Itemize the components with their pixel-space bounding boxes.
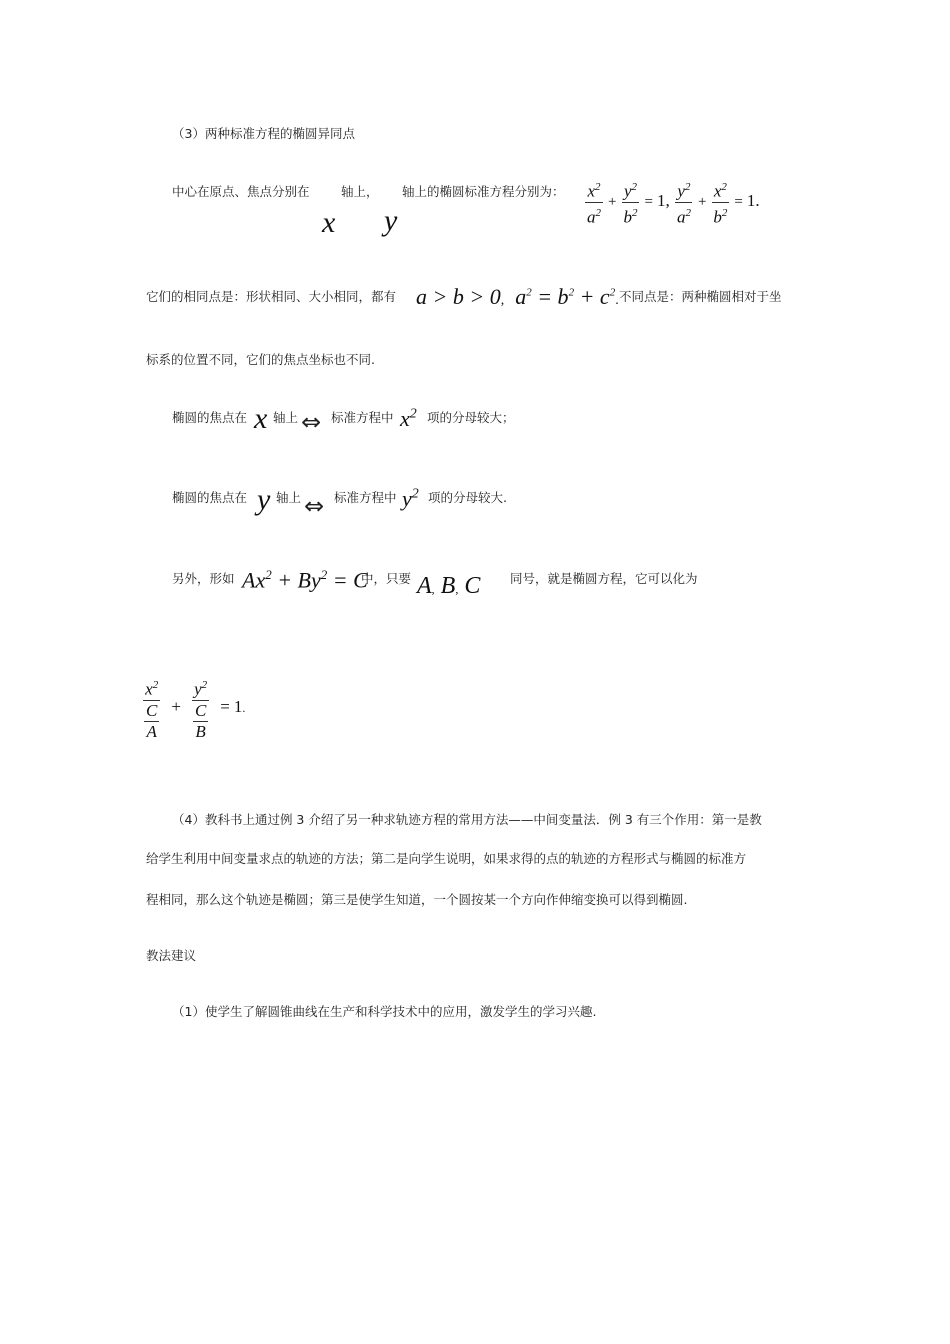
y-squared-term: $y^2$: [402, 486, 419, 511]
center-origin-text: 中心在原点、焦点分别在: [172, 184, 310, 199]
similarity-formula: a > b > 0, $a^2 = b^2 + c^2$.: [416, 284, 619, 309]
standard-equations-formula: $\frac{x^2}{a^2}$ + $\frac{y^2}{b^2}$ = 1, $\frac{y^2}{a^2}$ + $\frac{x^2}{b^2}$ = 1.: [584, 178, 760, 226]
coefficients-abc: A, B, C: [417, 573, 481, 599]
difference-text-cont: 标系的位置不同，它们的焦点坐标也不同.: [146, 352, 375, 367]
section-4-line-3: 程相同，那么这个轨迹是椭圆；第三是使学生知道，一个圆按某一个方向作伸缩变换可以得到椭圆.: [146, 892, 688, 907]
axis-equation-text: 轴上的椭圆标准方程分别为：: [402, 184, 565, 199]
iff-arrow-icon-2: ⇔: [304, 492, 325, 520]
general-form-formula: $Ax^2 + By^2 = C$: [242, 567, 368, 593]
focus-y-text-d: 项的分母较大.: [428, 490, 507, 505]
iff-arrow-icon: ⇔: [301, 408, 322, 436]
math-var-x-2: x: [254, 402, 268, 435]
general-form-text-c: 同号，就是椭圆方程，它可以化为: [510, 571, 698, 586]
focus-y-text-b: 轴上: [276, 490, 302, 505]
focus-x-text-a: 椭圆的焦点在: [172, 410, 248, 425]
math-var-y-2: y: [257, 483, 271, 516]
general-form-text-a: 另外，形如: [172, 571, 235, 586]
general-form-text-b: 中，只要: [361, 571, 412, 586]
difference-text: 不同点是：两种椭圆相对于坐: [619, 289, 782, 304]
section-3-heading: （3）两种标准方程的椭圆异同点: [172, 126, 355, 141]
math-var-y: y: [384, 204, 398, 237]
math-var-x: x: [322, 206, 336, 239]
transformed-formula: $\frac{x^2}{\frac{C}{A}}$ + $\frac{y^2}{\frac{C}{B}}$ = 1.: [140, 676, 245, 741]
focus-y-text-a: 椭圆的焦点在: [172, 490, 248, 505]
similarity-text: 它们的相同点是：形状相同、大小相同，都有: [146, 289, 397, 304]
x-squared-term: $x^2$: [400, 406, 417, 431]
suggestion-1: （1）使学生了解圆锥曲线在生产和科学技术中的应用，激发学生的学习兴趣.: [172, 1004, 597, 1019]
focus-x-text-d: 项的分母较大；: [427, 410, 515, 425]
focus-x-text-c: 标准方程中: [331, 410, 394, 425]
section-4-line-2: 给学生利用中间变量求点的轨迹的方法；第二是向学生说明，如果求得的点的轨迹的方程形式与椭圆的标准方: [146, 851, 747, 866]
axis-text-1: 轴上，: [341, 184, 379, 199]
teaching-suggestions-heading: 教法建议: [146, 948, 197, 963]
focus-y-text-c: 标准方程中: [334, 490, 397, 505]
section-4-line-1: （4）教科书上通过例 3 介绍了另一种求轨迹方程的常用方法——中间变量法．例 3 有三个作用：第一是教: [172, 812, 762, 827]
focus-x-text-b: 轴上: [273, 410, 299, 425]
